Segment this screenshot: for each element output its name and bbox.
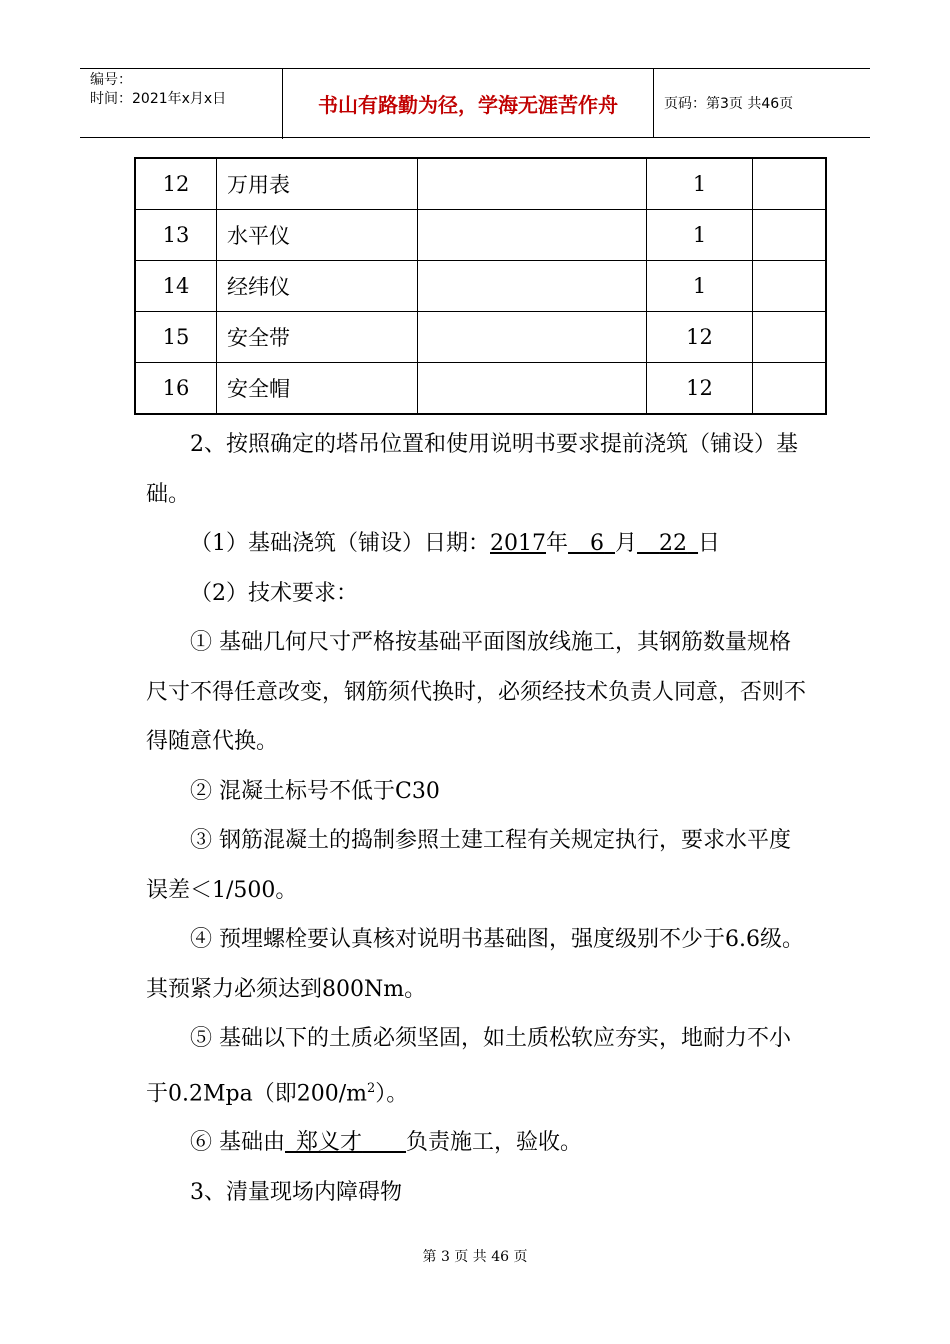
item-quantity: 12 [647, 363, 753, 415]
equipment-table [134, 157, 827, 415]
page-header [80, 68, 870, 138]
month-label: 月 [615, 531, 638, 556]
item-spec [418, 210, 647, 261]
document-time-label: 时间：2021年x月x日 [90, 91, 227, 107]
row-number: 14 [135, 261, 217, 312]
requirement-5 [146, 1014, 810, 1118]
item-name: 安全带 [217, 312, 418, 363]
row-number: 13 [135, 210, 217, 261]
item-note [753, 158, 827, 210]
item-quantity: 1 [647, 210, 753, 261]
item-note [753, 312, 827, 363]
item-quantity: 1 [647, 261, 753, 312]
item-quantity: 12 [647, 312, 753, 363]
day-label: 日 [698, 531, 721, 556]
requirement-2: ② 混凝土标号不低于C30 [190, 778, 440, 804]
requirement-6-suffix: 负责施工，验收。 [406, 1130, 583, 1156]
document-number-label: 编号： [90, 72, 132, 88]
requirement-5-suffix: ）。 [375, 1080, 409, 1106]
paragraph-clear-obstacles: 3、清量现场内障碍物 [190, 1179, 402, 1205]
item-spec [418, 312, 647, 363]
item-note [753, 210, 827, 261]
paragraph-pour-date [146, 519, 810, 569]
row-number: 16 [135, 363, 217, 415]
item-quantity: 1 [647, 158, 753, 210]
table-row [135, 363, 826, 415]
item-name: 水平仪 [217, 210, 418, 261]
requirement-3: ③ 钢筋混凝土的捣制参照土建工程有关规定执行，要求水平度误差＜1/500。 [146, 828, 791, 903]
year-label: 年 [546, 531, 569, 556]
paragraph-tech-heading: （2）技术要求： [190, 580, 358, 606]
pour-day: 22 [659, 531, 688, 556]
item-spec [418, 158, 647, 210]
requirement-6-prefix: ⑥ 基础由 [190, 1130, 285, 1156]
requirement-6 [146, 1118, 810, 1168]
item-spec [418, 261, 647, 312]
requirement-5-superscript: 2 [366, 1080, 376, 1096]
item-name: 安全帽 [217, 363, 418, 415]
responsible-person: 郑义才 [296, 1130, 363, 1156]
row-number: 12 [135, 158, 217, 210]
header-motto: 书山有路勤为径，学海无涯苦作舟 [283, 69, 654, 137]
item-spec [418, 363, 647, 415]
item-note [753, 363, 827, 415]
table-row [135, 261, 826, 312]
pour-year: 2017 [490, 531, 546, 556]
item-note [753, 261, 827, 312]
header-meta [80, 69, 283, 139]
table-row [135, 158, 826, 210]
page-footer: 第 3 页 共 46 页 [422, 1249, 528, 1265]
table-row [135, 210, 826, 261]
document-body [146, 420, 810, 1217]
paragraph-foundation: 2、按照确定的塔吊位置和使用说明书要求提前浇筑（铺设）基础。 [146, 432, 798, 507]
requirement-4: ④ 预埋螺栓要认真核对说明书基础图，强度级别不少于6.6级。其预紧力必须达到800Nm。 [146, 927, 804, 1002]
pour-month: 6 [590, 531, 605, 556]
requirement-5-text: ⑤ 基础以下的土质必须坚固，如土质松软应夯实，地耐力不小于0.2Mpa（即200/m [146, 1026, 791, 1106]
row-number: 15 [135, 312, 217, 363]
pour-date-label: （1）基础浇筑（铺设）日期： [190, 531, 490, 556]
requirement-1: ① 基础几何尺寸严格按基础平面图放线施工，其钢筋数量规格尺寸不得任意改变，钢筋须代换时，必须经技术负责人同意，否则不得随意代换。 [146, 630, 807, 754]
item-name: 万用表 [217, 158, 418, 210]
item-name: 经纬仪 [217, 261, 418, 312]
header-page-label: 页码：第3页 共46页 [664, 96, 794, 112]
table-row [135, 312, 826, 363]
